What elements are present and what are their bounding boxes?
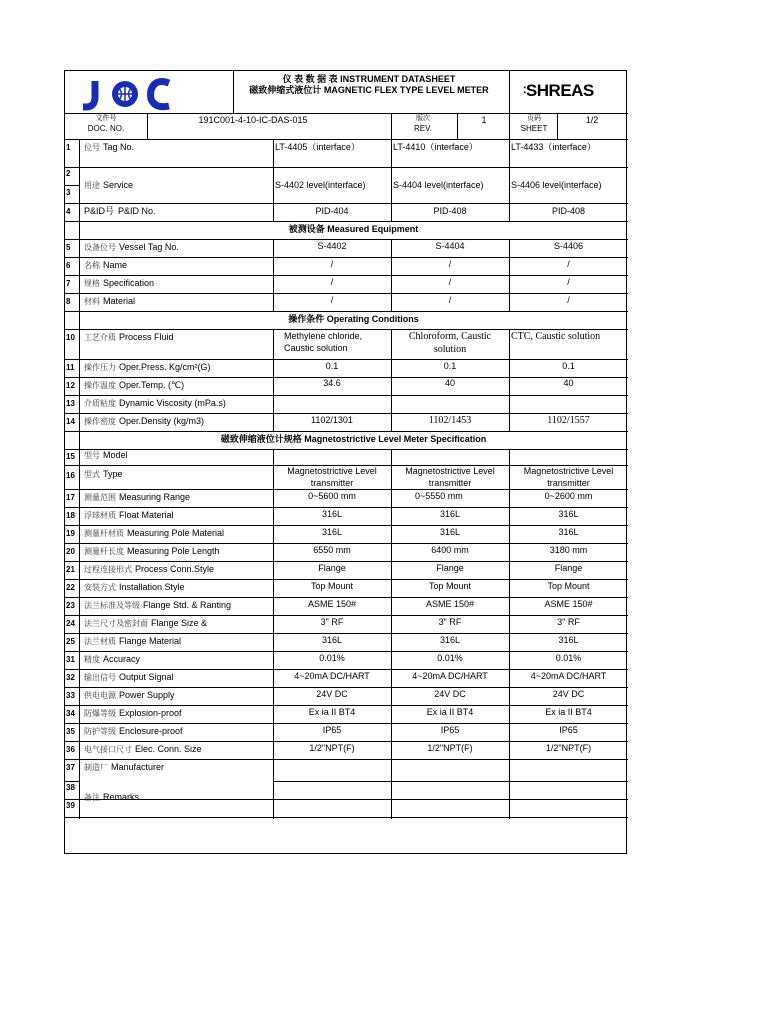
- cell-value-3: /: [567, 295, 570, 305]
- cell-value-2: 3" RF: [438, 617, 462, 627]
- cell-value-1: Ex ia II BT4: [308, 707, 356, 717]
- cell-value-1: ASME 150#: [307, 599, 357, 609]
- instrument-datasheet: [64, 70, 627, 854]
- label-en: Tag No.: [103, 142, 135, 152]
- row-label: [84, 618, 207, 629]
- row-number: 20: [66, 547, 75, 556]
- row-number: 6: [66, 261, 71, 270]
- cell-value-1: 0.01%: [319, 653, 345, 663]
- label-cn: 法兰尺寸及密封面: [84, 619, 148, 628]
- label-en: Measuring Pole Material: [127, 528, 225, 538]
- cell-value-2: S-4404: [435, 241, 465, 251]
- row-number: 33: [66, 691, 75, 700]
- row-label: [84, 792, 139, 803]
- cell-value-2: /: [448, 259, 452, 269]
- label-en: Vessel Tag No.: [119, 242, 179, 252]
- cell-value-2: 40: [444, 378, 455, 388]
- row-number: 22: [66, 583, 75, 592]
- cell-value-2a: Magnetostrictive Level: [405, 466, 495, 476]
- row-number: 23: [66, 601, 75, 610]
- cell-value-3: 1/2"NPT(F): [545, 743, 592, 753]
- row-number: 14: [66, 417, 75, 426]
- label-cn: 制造厂: [84, 763, 108, 772]
- row-number: 3: [66, 188, 71, 197]
- row-label: [84, 726, 183, 737]
- cell-value-1: 316L: [321, 527, 343, 537]
- label-cn: 法兰标准及等级: [84, 601, 140, 610]
- cell-value-2: Flange: [436, 563, 464, 573]
- label-en: Float Material: [119, 510, 174, 520]
- label-cn: 规格: [84, 279, 100, 288]
- cell-value-3: 24V DC: [552, 689, 585, 699]
- cell-value-3: 40: [563, 378, 574, 388]
- cell-value-1: 316L: [321, 635, 343, 645]
- cell-value-1b: Caustic solution: [284, 343, 348, 353]
- sheet-value: 1/2: [585, 115, 599, 125]
- label-cn: 电气接口尺寸: [84, 745, 132, 754]
- cell-value-2b: solution: [433, 344, 467, 355]
- row-label: [84, 582, 185, 593]
- cell-value-1: 3" RF: [320, 617, 344, 627]
- cell-value-1: 6550 mm: [313, 545, 351, 555]
- row-label: [84, 242, 179, 253]
- label-cn: 测量杆长度: [84, 547, 124, 556]
- label-en: Enclosure-proof: [119, 726, 183, 736]
- row-label: [84, 362, 211, 373]
- cell-value-1: 316L: [321, 509, 343, 519]
- subtitle-cn: 磁致伸缩式液位计: [249, 85, 322, 95]
- row-label: [84, 206, 156, 217]
- row-number: 34: [66, 709, 75, 718]
- title-cn: 仪 表 数 据 表: [282, 74, 338, 84]
- label-en: Manufacturer: [111, 762, 165, 772]
- joc-logo-icon: [81, 77, 173, 111]
- label-en: Process Conn.Style: [135, 564, 215, 574]
- row-label: [84, 416, 204, 427]
- cell-value-1: 24V DC: [316, 689, 348, 699]
- row-number: 25: [66, 637, 75, 646]
- label-cn: 型式: [84, 470, 100, 479]
- section-level-meter-spec: [79, 434, 628, 445]
- cell-value-2: 4~20mA DC/HART: [412, 671, 488, 681]
- row-label: [84, 546, 220, 557]
- label-cn: 名称: [84, 261, 100, 270]
- label-cn: 材料: [84, 297, 100, 306]
- section-operating-conditions: [79, 314, 628, 325]
- section-cn: 操作条件: [288, 314, 325, 324]
- label-en: Oper.Press. Kg/cm²(G): [119, 362, 211, 372]
- label-en: Service: [103, 180, 134, 190]
- cell-value-2: 24V DC: [434, 689, 466, 699]
- label-cn: 安装方式: [84, 583, 116, 592]
- label-cn: 输出信号: [84, 673, 116, 682]
- rev-cn: 版次: [416, 115, 430, 122]
- row-number: 7: [66, 279, 71, 288]
- row-label: [84, 600, 231, 611]
- cell-value-2: 316L: [439, 527, 461, 537]
- label-cn: 工艺介质: [84, 333, 116, 342]
- label-en: Type: [103, 469, 123, 479]
- row-label: [84, 510, 174, 521]
- doc-no-cn: 文件号: [95, 115, 117, 122]
- label-cn: 介质粘度: [84, 399, 116, 408]
- doc-no-label: DOC. NO.: [87, 124, 125, 133]
- cell-value-1: PID-404: [315, 206, 349, 216]
- cell-value-2: ASME 150#: [425, 599, 475, 609]
- row-number: 11: [66, 363, 75, 372]
- row-number: 24: [66, 619, 75, 628]
- cell-value-1: S-4402 level(interface): [275, 180, 366, 190]
- cell-value-3b: transmitter: [547, 478, 590, 488]
- label-en: Output Signal: [119, 672, 174, 682]
- cell-value-1: 0.1: [325, 361, 339, 371]
- cell-value-2: /: [448, 277, 452, 287]
- cell-value-3: Ex ia II BT4: [545, 707, 592, 717]
- label-en: Elec. Conn. Size: [135, 744, 202, 754]
- title-line: [235, 74, 503, 85]
- cell-value-3: 316L: [558, 635, 579, 645]
- cell-value-1: Flange: [318, 563, 346, 573]
- section-measured-equipment: [79, 224, 628, 235]
- label-en: Oper.Density (kg/m3): [119, 416, 205, 426]
- row-number: 31: [66, 655, 75, 664]
- cell-value-1: 1102/1301: [311, 415, 353, 425]
- cell-value-2: 0.1: [443, 361, 457, 371]
- doc-no-value: 191C001-4-10-IC-DAS-015: [198, 115, 308, 125]
- row-number: 13: [66, 399, 75, 408]
- label-cn: 位号: [84, 143, 100, 152]
- label-en: Flange Size &: [151, 618, 208, 628]
- label-en: Measuring Pole Length: [127, 546, 220, 556]
- title-en: INSTRUMENT DATASHEET: [340, 74, 456, 84]
- rev-value: 1: [481, 115, 487, 125]
- cell-value-3a: Magnetostrictive Level: [523, 466, 614, 476]
- row-label: [84, 636, 181, 647]
- cell-value-1: 34.6: [323, 378, 341, 388]
- rev-label: REV.: [414, 124, 432, 133]
- client-logo-text: SHREAS: [525, 81, 594, 100]
- cell-value-2: 1102/1453: [428, 415, 472, 426]
- row-label: [84, 654, 140, 665]
- cell-value-2: Ex ia II BT4: [426, 707, 474, 717]
- cell-value-2: 316L: [439, 635, 461, 645]
- cell-value-2: 316L: [439, 509, 461, 519]
- label-en: Oper.Temp. (℃): [119, 380, 185, 390]
- cell-value-3: 3180 mm: [549, 545, 588, 555]
- row-label: [84, 744, 202, 755]
- cell-value-3: 4~20mA DC/HART: [530, 671, 607, 681]
- label-en: Remarks: [103, 792, 140, 802]
- cell-value-2: 6400 mm: [431, 545, 469, 555]
- label-en: P&ID No.: [118, 206, 156, 216]
- label-cn: 供电电源: [84, 691, 116, 700]
- label-en: Model: [103, 450, 128, 460]
- label-cn: 法兰材质: [84, 637, 116, 646]
- cell-value-3: S-4406: [553, 241, 584, 251]
- row-number: 1: [66, 143, 71, 152]
- row-label: [84, 332, 174, 343]
- label-cn: 防护等级: [84, 727, 116, 736]
- row-number: 32: [66, 673, 75, 682]
- label-cn: 防爆等级: [84, 709, 116, 718]
- row-label: [84, 708, 182, 719]
- label-en: Specification: [103, 278, 155, 288]
- cell-value-2: 1/2"NPT(F): [427, 743, 473, 753]
- label-cn: 过程连接形式: [84, 565, 132, 574]
- company-logo: [81, 77, 173, 111]
- cell-value-1: IP65: [322, 725, 342, 735]
- cell-value-2: 0~5550 mm: [415, 491, 463, 501]
- cell-value-2: S-4404 level(interface): [393, 180, 484, 190]
- subtitle-en: MAGNETIC FLEX TYPE LEVEL METER: [323, 85, 489, 95]
- row-label: [84, 672, 174, 683]
- row-label: [84, 450, 128, 461]
- row-label: [84, 180, 133, 191]
- cell-value-3: 316L: [558, 527, 579, 537]
- cell-value-3: Flange: [554, 563, 583, 573]
- label-en: Dynamic Viscosity (mPa.s): [119, 398, 226, 408]
- cell-value-3: IP65: [559, 725, 578, 735]
- cell-value-2: 0.01%: [437, 653, 463, 663]
- row-number: 5: [66, 243, 71, 252]
- label-en: Flange Material: [119, 636, 182, 646]
- cell-value-3: /: [567, 259, 570, 269]
- row-number: 19: [66, 529, 75, 538]
- row-label: [84, 690, 175, 701]
- section-en: Measured Equipment: [327, 224, 419, 234]
- cell-value-3: S-4406 level(interface): [511, 180, 602, 190]
- label-en: Process Fluid: [119, 332, 174, 342]
- cell-value-2: LT-4410（interface）: [393, 142, 478, 152]
- section-cn: 磁致伸缩液位计规格: [220, 434, 302, 444]
- row-number: 18: [66, 511, 75, 520]
- label-en: Material: [103, 296, 136, 306]
- label-en: Power Supply: [119, 690, 175, 700]
- cell-value-3: /: [567, 277, 570, 287]
- row-number: 35: [66, 727, 75, 736]
- cell-value-2b: transmitter: [428, 478, 472, 488]
- section-en: Operating Conditions: [326, 314, 419, 324]
- section-cn: 被测设备: [288, 224, 325, 234]
- row-number: 17: [66, 493, 75, 502]
- label-en: Installation Style: [119, 582, 185, 592]
- cell-value-3: 0.01%: [555, 653, 582, 663]
- cell-value-3: 316L: [558, 509, 579, 519]
- cell-value-1b: transmitter: [310, 478, 354, 488]
- row-label: [84, 142, 134, 153]
- label-cn: 测量杆材质: [84, 529, 124, 538]
- row-label: [84, 492, 190, 503]
- row-label: [84, 398, 226, 409]
- row-number: 37: [66, 763, 75, 772]
- subtitle-line: [235, 85, 503, 96]
- cell-value-3: Top Mount: [547, 581, 590, 591]
- cell-value-1: Top Mount: [310, 581, 354, 591]
- row-number: 21: [66, 565, 75, 574]
- cell-value-1a: Magnetostrictive Level: [287, 466, 377, 476]
- label-cn: 备注: [84, 793, 100, 802]
- cell-value-3: PID-408: [551, 206, 586, 216]
- label-cn: 用途: [84, 181, 100, 190]
- cell-value-3: CTC, Caustic solution: [511, 331, 601, 342]
- label-cn: 型号: [84, 451, 100, 460]
- row-number: 38: [66, 783, 75, 792]
- cell-value-1: /: [330, 295, 334, 305]
- row-number: 16: [66, 471, 75, 480]
- label-cn: 设备位号: [84, 243, 116, 252]
- client-logo: ⁚SHREAS: [523, 81, 594, 100]
- label-cn: 测量范围: [84, 493, 116, 502]
- row-number: 4: [66, 207, 71, 216]
- label-cn: 操作密度: [84, 417, 116, 426]
- cell-value-3: 1102/1557: [547, 415, 590, 426]
- cell-value-1: 1/2"NPT(F): [309, 743, 355, 753]
- label-en: Flange Std. & Ranting: [143, 600, 232, 610]
- label-en: Explosion-proof: [119, 708, 182, 718]
- cell-value-3: 0.1: [562, 361, 575, 371]
- row-label: [84, 762, 164, 773]
- label-cn: 精度: [84, 655, 100, 664]
- row-label: [84, 564, 214, 575]
- row-number: 2: [66, 169, 71, 178]
- row-number: 36: [66, 745, 75, 754]
- cell-value-3: 0~2600 mm: [544, 491, 593, 501]
- row-number: 39: [66, 801, 75, 810]
- cell-value-2a: Chloroform, Caustic: [408, 331, 492, 342]
- cell-value-1: S-4402: [317, 241, 347, 251]
- row-label: [84, 278, 154, 289]
- cell-value-3: ASME 150#: [544, 599, 593, 609]
- row-number: 15: [66, 452, 75, 461]
- cell-value-3: LT-4433（interface）: [511, 142, 596, 152]
- label-cn: 操作温度: [84, 381, 116, 390]
- row-label: [84, 296, 135, 307]
- cell-value-2: Top Mount: [428, 581, 472, 591]
- row-label: [84, 260, 127, 271]
- cell-value-2: IP65: [440, 725, 460, 735]
- row-label: [84, 469, 123, 480]
- section-en: Magnetostrictive Level Meter Specification: [304, 434, 487, 444]
- cell-value-1: /: [330, 277, 334, 287]
- sheet-cn: 页码: [527, 115, 541, 122]
- label-cn: 操作压力: [84, 363, 116, 372]
- label-en: Accuracy: [103, 654, 141, 664]
- cell-value-3: 3" RF: [557, 617, 580, 627]
- cell-value-1: 0~5600 mm: [308, 491, 356, 501]
- row-label: [84, 380, 184, 391]
- label-cn: P&ID号: [84, 206, 115, 216]
- cell-value-1: LT-4405（interface）: [275, 142, 360, 152]
- label-en: Name: [103, 260, 128, 270]
- label-en: Measuring Range: [119, 492, 191, 502]
- sheet-label: SHEET: [520, 124, 548, 133]
- cell-value-1: /: [330, 259, 334, 269]
- row-label: [84, 528, 224, 539]
- cell-value-2: /: [448, 295, 452, 305]
- cell-value-1: 4~20mA DC/HART: [294, 671, 370, 681]
- label-cn: 浮球材质: [84, 511, 116, 520]
- row-number: 12: [66, 381, 75, 390]
- cell-value-1a: Methylene chloride,: [284, 331, 363, 341]
- row-number: 10: [66, 333, 75, 342]
- cell-value-2: PID-408: [433, 206, 467, 216]
- row-number: 8: [66, 297, 71, 306]
